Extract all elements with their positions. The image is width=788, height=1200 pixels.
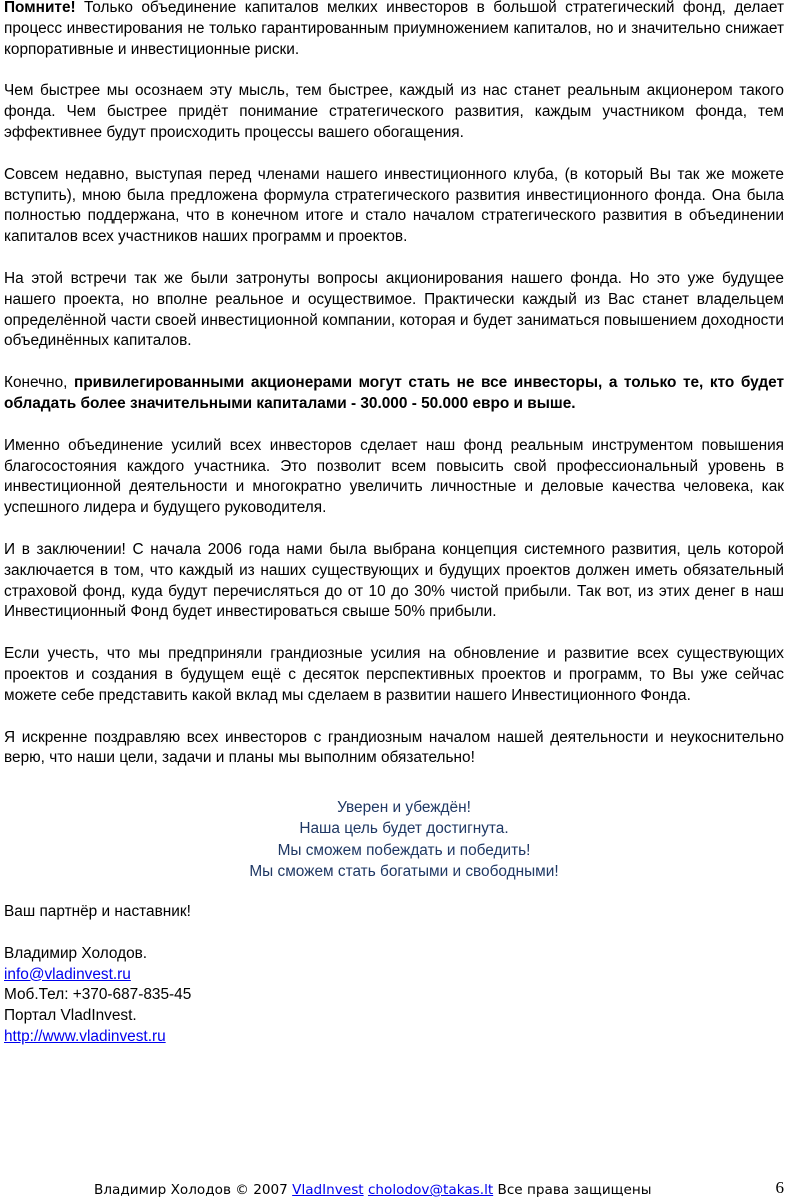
paragraph-3: Совсем недавно, выступая перед членами нашего инвестиционного клуба, (в который Вы так же можете вступить), мною была предложена формула стратегического развития инвестиционного фонда. Она была полностью поддержана, что в конечном итоге и стало началом стратегического развития в объединении капиталов всех участников наших программ и проектов. <box>4 165 784 246</box>
page-number: 6 <box>775 1178 784 1197</box>
paragraph-1: Помните! Только объединение капиталов мелких инвесторов в большой стратегический фонд, делает процесс инвестирования не только гарантированным приумножением капиталов, но и значительно снижает корпоративные и инвестиционные риски. <box>4 0 784 58</box>
paragraph-8: Если учесть, что мы предприняли грандиозные усилия на обновление и развитие всех существующих проектов и создания в будущем ещё с десяток перспективных проектов и программ, то Вы уже сейчас можете себе представить какой вклад мы сделаем в развитии нашего Инвестиционного Фонда. <box>4 645 784 704</box>
footer-author: Владимир Холодов © 2007 <box>94 1182 293 1198</box>
paragraph-5: Конечно, привилегированными акционерами могут стать не все инвесторы, а только те, кто будет обладать более значительными капиталами - 30.000 - 50.000 евро и выше. <box>4 374 785 412</box>
paragraph-7: И в заключении! С начала 2006 года нами была выбрана концепция системного развития, цель которой заключается в том, что каждый из наших существующих и будущих проектов должен иметь обязательный страховой фонд, куда будут перечисляться до от 10 до 30% чистой прибыли. Так вот, из этих денег в наш Инвестиционный Фонд будет инвестироваться свыше 50% прибыли. <box>4 540 784 621</box>
footer-link-vladinvest[interactable]: VladInvest <box>292 1182 364 1198</box>
privileged-shareholders-note: привилегированными акционерами могут стать не все инвесторы, а только те, кто будет обладать более значительными капиталами - 30.000 - 50.000 евро и выше. <box>4 374 785 412</box>
signature-block <box>4 902 784 1048</box>
email-link[interactable]: info@vladinvest.ru <box>4 965 131 983</box>
motto-line: Мы сможем побеждать и победить! <box>277 841 531 859</box>
footer-email-link[interactable]: cholodov@takas.lt <box>367 1182 494 1198</box>
paragraph-6: Именно объединение усилий всех инвесторов сделает наш фонд реальным инструментом повышения благосостояния каждого участника. Это позволит всем повысить свой профессиональный уровень в инвестиционной деятельности и многократно увеличить личностные и деловые качества человека, как успешного лидера и будущего руководителя. <box>4 436 784 517</box>
paragraph-4: На этой встречи так же были затронуты вопросы акционирования нашего фонда. Но это уже будущее нашего проекта, но вполне реальное и осуществимое. Практически каждый из Вас станет владельцем определённой части своей инвестиционной компании, которая и будет заниматься повышением доходности объединённых капиталов. <box>4 269 784 350</box>
remember-lead: Помните! <box>4 0 76 16</box>
paragraph-2: Чем быстрее мы осознаем эту мысль, тем быстрее, каждый из нас станет реальным акционером такого фонда. Чем быстрее придёт понимание стратегического развития, каждым участником фонда, тем эффективнее будут происходить процессы вашего обогащения. <box>4 82 784 141</box>
portal-name: Портал VladInvest. <box>4 1007 137 1025</box>
motto-line: Наша цель будет достигнута. <box>299 820 509 838</box>
motto <box>24 797 784 882</box>
website-link[interactable]: http://www.vladinvest.ru <box>4 1027 166 1045</box>
author-name: Владимир Холодов. <box>4 944 148 962</box>
page-footer <box>0 1180 788 1200</box>
document-body <box>4 0 784 1048</box>
paragraph-9: Я искренне поздравляю всех инвесторов с грандиозным началом нашей деятельности и неукоснительно верю, что наши цели, задачи и планы мы выполним обязательно! <box>4 728 784 767</box>
phone-number: Моб.Тел: +370-687-835-45 <box>4 986 192 1004</box>
closing-line: Ваш партнёр и наставник! <box>4 902 191 920</box>
footer-rights: Все права защищены <box>493 1182 652 1198</box>
motto-line: Уверен и убеждён! <box>337 799 471 817</box>
motto-line: Мы сможем стать богатыми и свободными! <box>249 862 559 880</box>
